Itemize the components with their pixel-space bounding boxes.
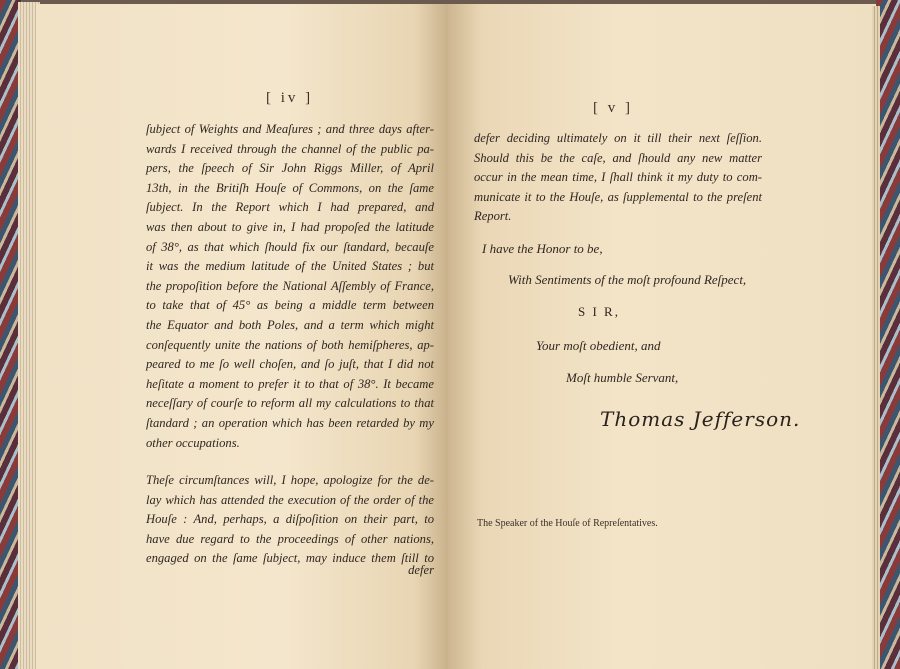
text-line: ſtandard ; an operation which has been retarded by my <box>146 415 434 430</box>
text-line: ſubject of Weights and Meaſures ; and three days after- <box>146 122 434 136</box>
text-line: pers, the ſpeech of Sir John Riggs Miller, of April <box>146 161 434 176</box>
closing-line-respect: With Sentiments of the moſt profound Reſpect, <box>508 272 747 287</box>
text-line: the Equator and both Poles, and a term which might <box>146 317 434 332</box>
text-line: conſequently unite the nations of both hemiſpheres, ap- <box>146 337 434 352</box>
page-stack-right <box>872 6 880 669</box>
text-line: the propoſition before the National Aſſembly of France, <box>146 278 434 293</box>
text-line: Houſe : And, perhaps, a diſpoſition on their part, to <box>146 512 434 527</box>
text-line: defer deciding ultimately on it till their next ſeſſion. <box>474 131 762 145</box>
salutation: S I R, <box>578 304 620 319</box>
text-line: of 38°, as that which ſhould fix our ſtandard, becauſe <box>146 239 434 254</box>
right-page-number: [ v ] <box>593 100 633 116</box>
closing-line-obedient: Your moſt obedient, and <box>536 338 661 353</box>
text-line: 13th, in the Britiſh Houſe of Commons, on the ſame <box>146 180 434 195</box>
text-line: to take that of 45° as being a middle term between <box>146 298 434 313</box>
text-line: wards I received through the channel of the public pa- <box>146 141 434 156</box>
text-line: Report. <box>474 209 512 224</box>
signature: Thomas Jefferson. <box>600 407 801 431</box>
text-line: it was the medium latitude of the United States ; but <box>146 259 434 274</box>
text-line: have due regard to the proceedings of other nations, <box>146 531 434 546</box>
text-line: was then about to give in, I had propoſed the latitude <box>146 219 434 234</box>
left-paragraph-2 <box>146 471 434 569</box>
catchword: defer <box>408 563 434 577</box>
text-line: neceſſary of courſe to reform all my calculations to that <box>146 396 434 411</box>
text-line: heſitate a moment to prefer it to that of 38°. It became <box>146 376 434 391</box>
text-line: lay which has attended the execution of the order of the <box>146 492 434 507</box>
text-line: occur in the mean time, I ſhall think it my duty to com- <box>474 170 762 185</box>
left-paragraph-1 <box>146 120 434 453</box>
left-page-number: [ iv ] <box>266 90 314 106</box>
right-paragraph-1 <box>474 129 762 227</box>
text-line: Theſe circumſtances will, I hope, apologize for the de- <box>146 473 434 487</box>
right-page <box>448 4 876 669</box>
text-line: engaged on the ſame ſubject, may induce them ſtill to <box>146 551 434 566</box>
text-line: ſubject. In the Report which I had prepared, and <box>146 200 434 215</box>
text-line: peared to me ſo well choſen, and ſo juſt, that I did not <box>146 357 434 372</box>
text-line: Should this be the caſe, and ſhould any new matter <box>474 150 762 165</box>
text-line: municate it to the Houſe, as ſupplemental to the preſent <box>474 189 762 204</box>
closing-line-honor: I have the Honor to be, <box>482 241 603 256</box>
addressee-line: The Speaker of the Houſe of Repreſentatives. <box>477 518 658 529</box>
closing-line-servant: Moſt humble Servant, <box>566 370 679 385</box>
text-line: other occupations. <box>146 435 240 450</box>
